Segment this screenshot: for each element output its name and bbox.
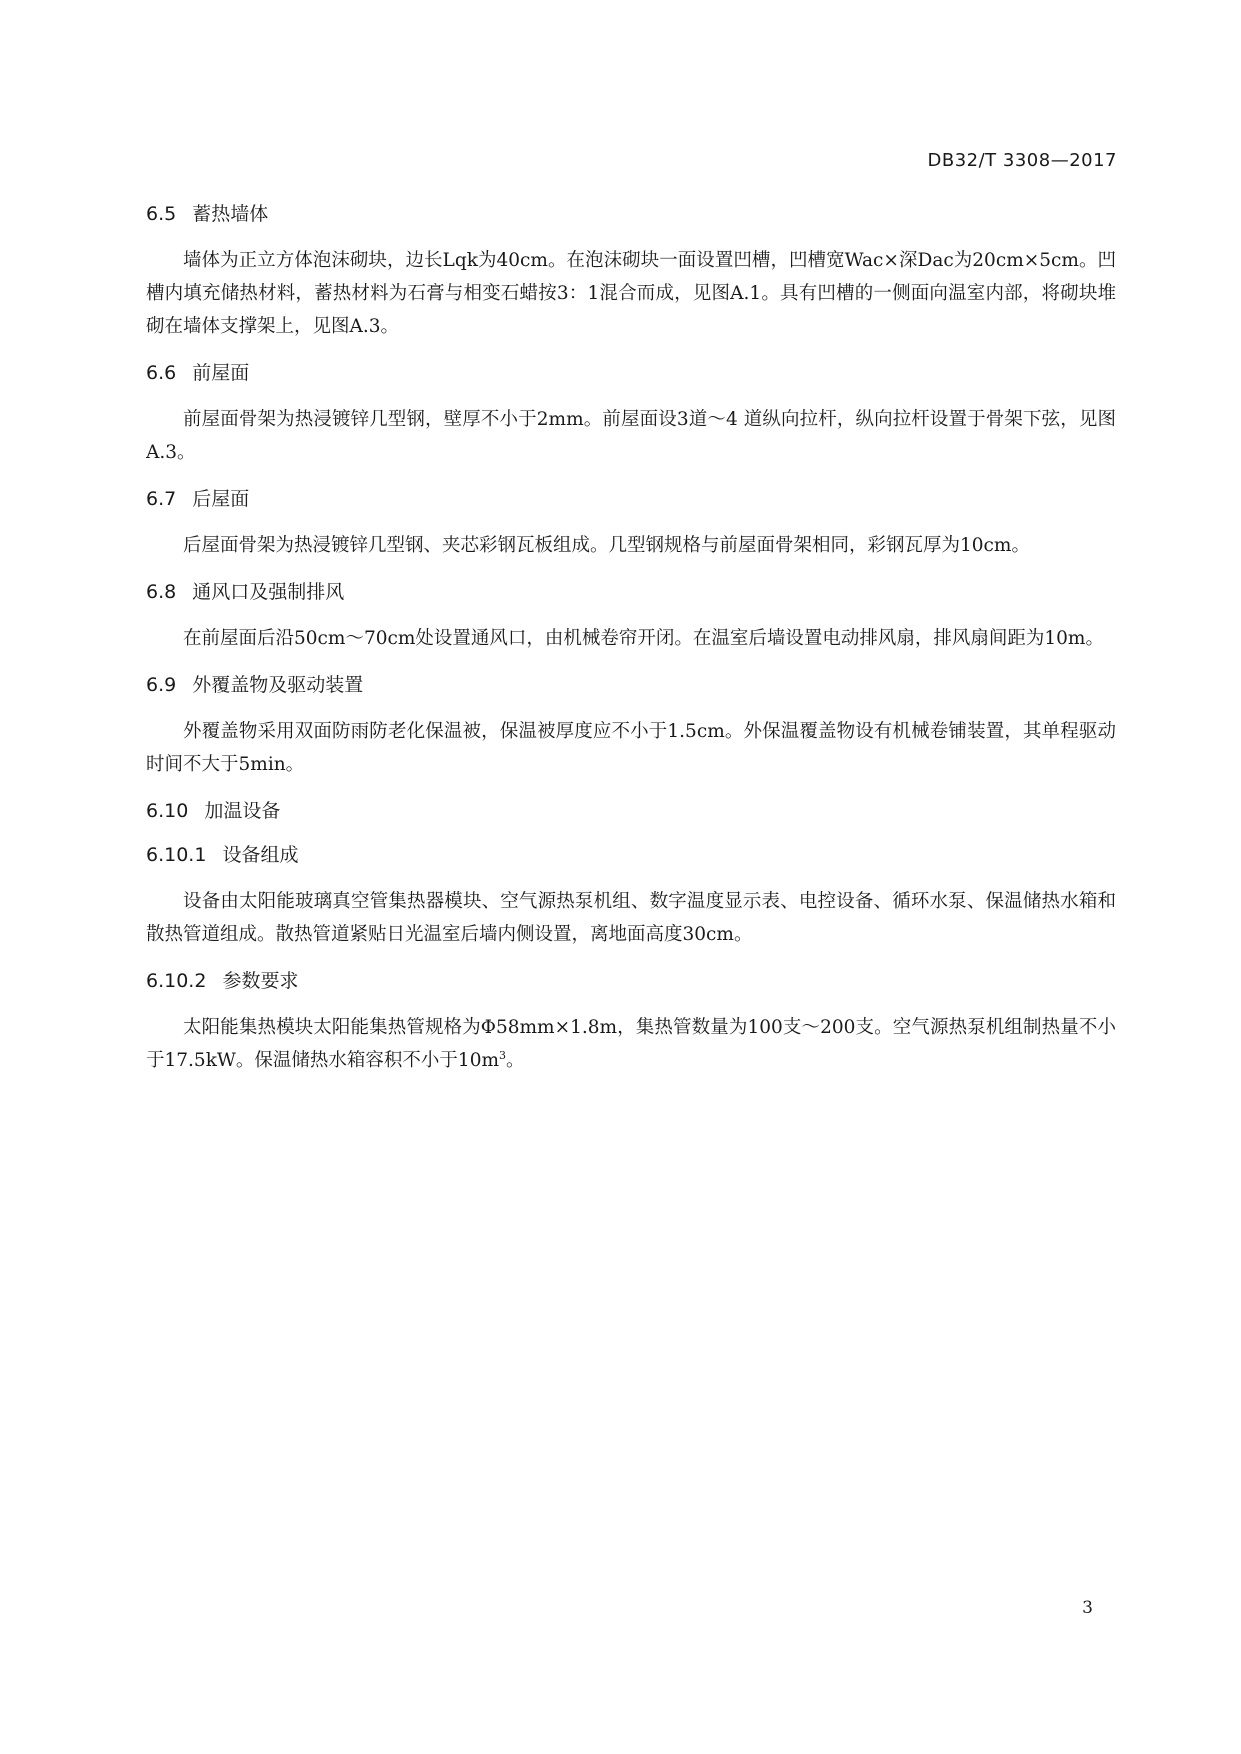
section-6-8 <box>146 578 1116 655</box>
section-heading <box>146 797 1116 825</box>
section-number: 6.10 <box>146 800 189 822</box>
section-number: 6.10.1 <box>146 844 207 866</box>
section-heading <box>146 578 1116 606</box>
section-6-5 <box>146 200 1116 343</box>
section-number: 6.8 <box>146 581 177 603</box>
section-title: 前屋面 <box>192 362 250 384</box>
section-title: 后屋面 <box>192 488 250 510</box>
section-6-6 <box>146 359 1116 469</box>
section-6-10-1 <box>146 841 1116 951</box>
section-heading <box>146 967 1116 995</box>
page-number: 3 <box>1082 1598 1093 1618</box>
paragraph-ending: 。 <box>506 1050 525 1071</box>
section-heading <box>146 841 1116 869</box>
section-title: 加温设备 <box>204 800 281 822</box>
section-heading <box>146 200 1116 228</box>
section-title: 蓄热墙体 <box>192 203 269 225</box>
section-heading <box>146 359 1116 387</box>
section-number: 6.7 <box>146 488 177 510</box>
section-heading <box>146 671 1116 699</box>
section-6-10 <box>146 797 1116 825</box>
section-number: 6.9 <box>146 674 177 696</box>
section-title: 通风口及强制排风 <box>192 581 345 603</box>
paragraph: 前屋面骨架为热浸镀锌几型钢，壁厚不小于2mm。前屋面设3道～4 道纵向拉杆，纵向拉杆设置于骨架下弦，见图A.3。 <box>146 409 1116 463</box>
paragraph <box>146 1011 1116 1077</box>
section-title: 设备组成 <box>222 844 299 866</box>
paragraph-text: 太阳能集热模块太阳能集热管规格为Φ58mm×1.8m，集热管数量为100支～200支。空气源热泵机组制热量不小于17.5kW。保温储热水箱容积不小于10m <box>146 1017 1116 1071</box>
section-title: 参数要求 <box>222 970 299 992</box>
section-heading <box>146 485 1116 513</box>
paragraph: 墙体为正立方体泡沫砌块，边长Lqk为40cm。在泡沫砌块一面设置凹槽，凹槽宽Wac×深Dac为20cm×5cm。凹槽内填充储热材料，蓄热材料为石膏与相变石蜡按3：1混合而成，见图A.1。具有凹槽的一侧面向温室内部，将砌块堆砌在墙体支撑架上，见图A.3。 <box>146 250 1116 337</box>
paragraph: 设备由太阳能玻璃真空管集热器模块、空气源热泵机组、数字温度显示表、电控设备、循环水泵、保温储热水箱和散热管道组成。散热管道紧贴日光温室后墙内侧设置，离地面高度30cm。 <box>146 891 1116 945</box>
paragraph: 在前屋面后沿50cm～70cm处设置通风口，由机械卷帘开闭。在温室后墙设置电动排风扇，排风扇间距为10m。 <box>183 628 1104 649</box>
section-6-7 <box>146 485 1116 562</box>
section-6-9 <box>146 671 1116 781</box>
superscript-exponent: 3 <box>499 1048 507 1062</box>
document-body <box>146 200 1116 1093</box>
document-code: DB32/T 3308—2017 <box>927 150 1117 171</box>
section-number: 6.5 <box>146 203 177 225</box>
paragraph: 外覆盖物采用双面防雨防老化保温被，保温被厚度应不小于1.5cm。外保温覆盖物设有机械卷铺装置，其单程驱动时间不大于5min。 <box>146 721 1116 775</box>
paragraph: 后屋面骨架为热浸镀锌几型钢、夹芯彩钢瓦板组成。几型钢规格与前屋面骨架相同，彩钢瓦厚为10cm。 <box>183 535 1030 556</box>
section-number: 6.6 <box>146 362 177 384</box>
section-title: 外覆盖物及驱动装置 <box>192 674 364 696</box>
section-6-10-2 <box>146 967 1116 1077</box>
section-number: 6.10.2 <box>146 970 207 992</box>
